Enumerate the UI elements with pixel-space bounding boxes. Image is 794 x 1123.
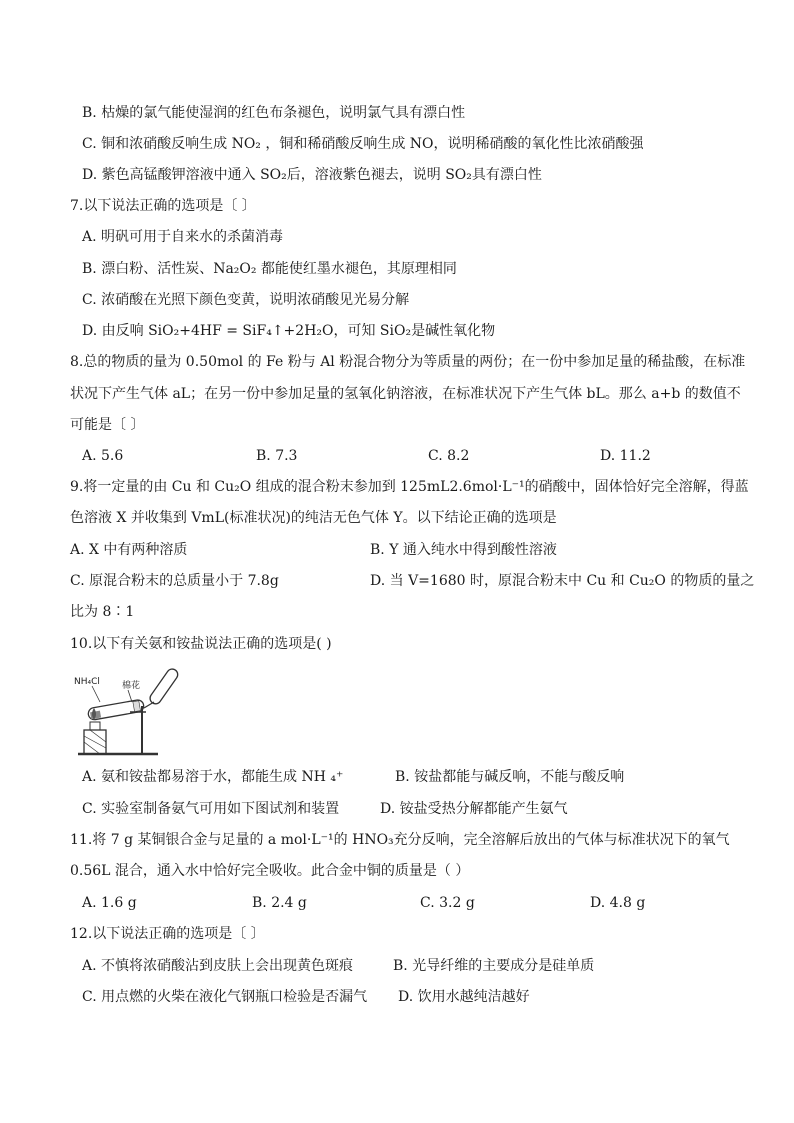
q10-option-d: D. 铵盐受热分解都能产生氨气 <box>380 801 568 817</box>
q6-option-c: C. 铜和浓硝酸反响生成 NO₂ ，铜和稀硝酸反响生成 NO，说明稀硝酸的氧化性比浓硝酸强 <box>82 136 644 152</box>
cotton-label: 棉花 <box>122 681 141 691</box>
apparatus-diagram <box>70 668 180 758</box>
q10-option-b: B. 铵盐都能与碱反响，不能与酸反响 <box>395 769 625 785</box>
q9-option-a: A. X 中有两种溶质 <box>70 542 188 558</box>
q11-stem-line2: 0.56L 混合，通入水中恰好完全吸收。此合金中铜的质量是（ ） <box>70 863 470 879</box>
q8-option-a: A. 5.6 <box>82 448 124 464</box>
q8-stem-line2: 状况下产生气体 aL；在另一份中参加足量的氢氧化钠溶液，在标准状况下产生气体 bL。那么 a+b 的数值不 <box>70 386 741 402</box>
q10-option-a: A. 氨和铵盐都易溶于水，都能生成 NH ₄⁺ <box>82 769 344 785</box>
q10-option-c: C. 实验室制备氨气可用如下图试剂和装置 <box>82 801 340 817</box>
q12-option-c: C. 用点燃的火柴在液化气钢瓶口检验是否漏气 <box>82 989 368 1005</box>
ammonia-apparatus-figure <box>70 668 180 758</box>
q8-stem-line3: 可能是〔 〕 <box>70 417 145 433</box>
q12-option-d: D. 饮用水越纯洁越好 <box>398 989 530 1005</box>
q11-option-c: C. 3.2 g <box>420 895 475 911</box>
q9-stem-line2: 色溶液 X 并收集到 VmL(标准状况)的纯洁无色气体 Y。以下结论正确的选项是 <box>70 510 557 526</box>
q6-option-b: B. 枯燥的氯气能使湿润的红色布条褪色，说明氯气具有漂白性 <box>82 105 466 121</box>
q9-option-d: D. 当 V=1680 时，原混合粉末中 Cu 和 Cu₂O 的物质的量之 <box>370 573 755 589</box>
nh4cl-label: NH₄Cl <box>74 677 100 687</box>
q12-stem: 12.以下说法正确的选项是〔 〕 <box>70 926 265 942</box>
q8-option-d: D. 11.2 <box>600 448 651 464</box>
q11-option-d: D. 4.8 g <box>590 895 646 911</box>
q7-stem: 7.以下说法正确的选项是〔 〕 <box>70 198 256 214</box>
q8-option-b: B. 7.3 <box>256 448 298 464</box>
q9-option-d-cont: 比为 8∶1 <box>70 604 135 620</box>
q7-option-d: D. 由反响 SiO₂+4HF = SiF₄↑+2H₂O，可知 SiO₂是碱性氧化物 <box>82 323 496 339</box>
q9-option-c: C. 原混合粉末的总质量小于 7.8g <box>70 573 279 589</box>
q9-option-b: B. Y 通入纯水中得到酸性溶液 <box>370 542 557 558</box>
q7-option-a: A. 明矾可用于自来水的杀菌消毒 <box>82 229 284 245</box>
q7-option-c: C. 浓硝酸在光照下颜色变黄，说明浓硝酸见光易分解 <box>82 292 410 308</box>
q8-option-c: C. 8.2 <box>428 448 470 464</box>
q9-stem-line1: 9.将一定量的由 Cu 和 Cu₂O 组成的混合粉末参加到 125mL2.6mol·L⁻¹的硝酸中，固体恰好完全溶解，得蓝 <box>70 479 749 495</box>
q11-option-b: B. 2.4 g <box>252 895 307 911</box>
q11-option-a: A. 1.6 g <box>82 895 137 911</box>
q12-option-b: B. 光导纤维的主要成分是硅单质 <box>393 958 595 974</box>
q8-stem-line1: 8.总的物质的量为 0.50mol 的 Fe 粉与 Al 粉混合物分为等质量的两份；在一份中参加足量的稀盐酸，在标准 <box>70 354 746 370</box>
q7-option-b: B. 漂白粉、活性炭、Na₂O₂ 都能使红墨水褪色，其原理相同 <box>82 261 457 277</box>
q12-option-a: A. 不慎将浓硝酸沾到皮肤上会出现黄色斑痕 <box>82 958 354 974</box>
q6-option-d: D. 紫色高锰酸钾溶液中通入 SO₂后，溶液紫色褪去，说明 SO₂具有漂白性 <box>82 167 542 183</box>
q11-stem-line1: 11.将 7 g 某铜银合金与足量的 a mol·L⁻¹的 HNO₃充分反响，完全溶解后放出的气体与标准状况下的氧气 <box>70 832 730 848</box>
q10-stem: 10.以下有关氨和铵盐说法正确的选项是( ) <box>70 636 332 652</box>
